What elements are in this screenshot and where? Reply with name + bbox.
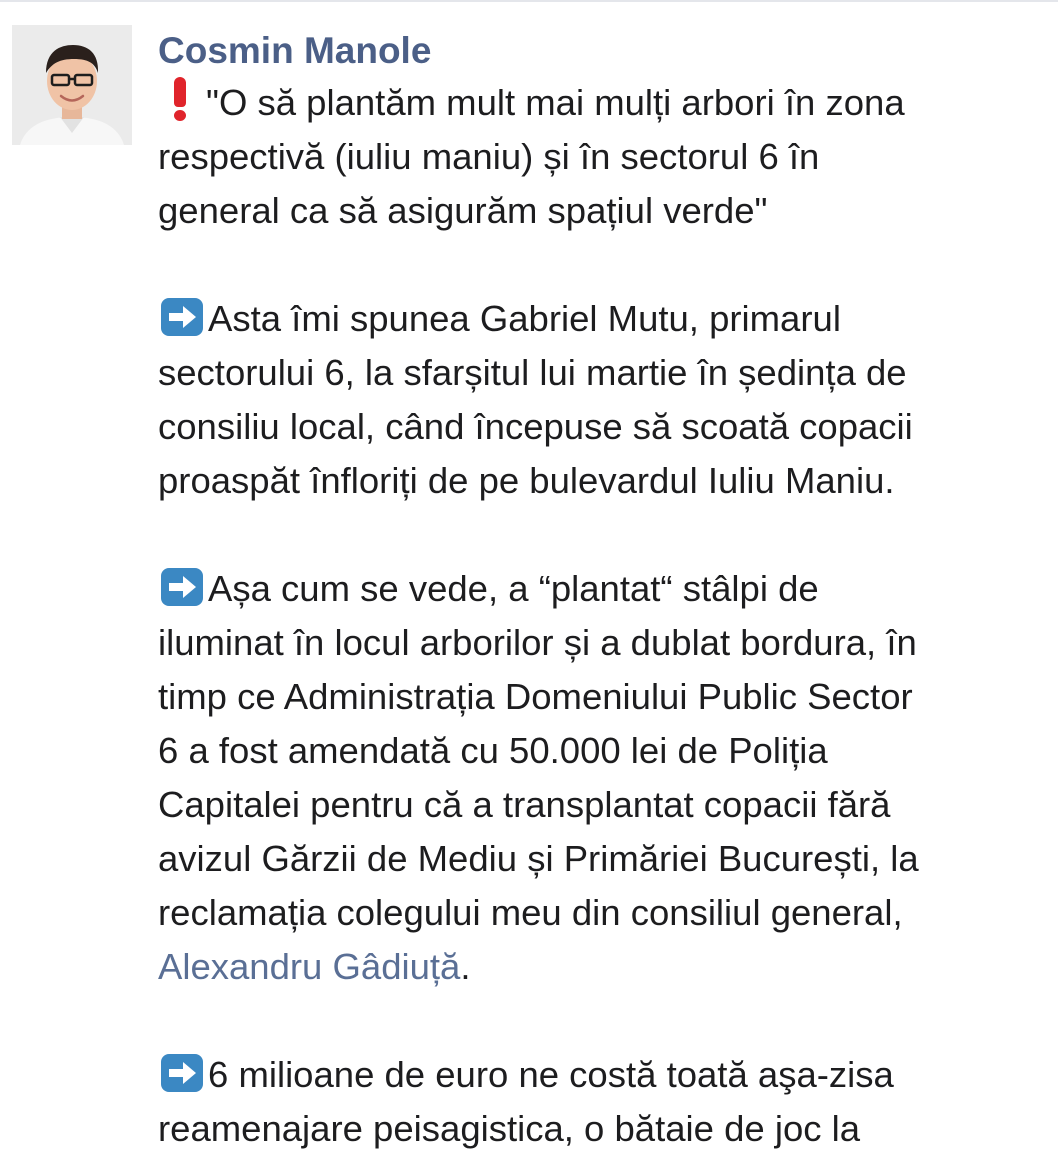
mention-link[interactable]: Alexandru Gâdiuță [158, 946, 461, 987]
paragraph-line: avizul Gărzii de Mediu și Primăriei București, la [158, 838, 919, 879]
right-arrow-icon [160, 567, 204, 607]
paragraph-line: 6 milioane de euro ne costă toată aşa-zisa [208, 1054, 894, 1095]
post-paragraph-3 [158, 562, 1058, 994]
paragraph-line: reamenajare peisagistica, o bătaie de joc la [158, 1108, 861, 1149]
paragraph-line: timp ce Administrația Domeniului Public Sector [158, 676, 913, 717]
post-paragraph-2 [158, 292, 1058, 508]
paragraph-line: "O să plantăm mult mai mulți arbori în zona [206, 82, 905, 123]
post-paragraph-4 [158, 1048, 1058, 1156]
exclamation-mark-icon [168, 77, 192, 121]
paragraph-line: Capitalei pentru că a transplantat copacii fără [158, 784, 891, 825]
mention-suffix: . [460, 946, 471, 987]
right-arrow-icon [160, 297, 204, 337]
paragraph-line: general ca să asigurăm spațiul verde" [158, 190, 768, 231]
top-divider [0, 0, 1058, 2]
paragraph-line: consiliu local, când începuse să scoată copacii [158, 406, 913, 447]
author-name[interactable]: Cosmin Manole [158, 30, 432, 71]
paragraph-line: reclamația colegului meu din consiliul general, [158, 892, 903, 933]
paragraph-line: proaspăt înfloriți de pe bulevardul Iuliu Maniu. [158, 460, 895, 501]
paragraph-line: iluminat în locul arborilor și a dublat bordura, în [158, 622, 917, 663]
profile-photo-icon [12, 25, 132, 145]
paragraph-line: Asta îmi spunea Gabriel Mutu, primarul [208, 298, 841, 339]
paragraph-line: sectorului 6, la sfarșitul lui martie în ședința de [158, 352, 907, 393]
paragraph-line: 6 a fost amendată cu 50.000 lei de Poliția [158, 730, 828, 771]
right-arrow-icon [160, 1053, 204, 1093]
paragraph-line: respectivă (iuliu maniu) și în sectorul 6 în [158, 136, 820, 177]
avatar[interactable] [12, 25, 132, 145]
paragraph-line: Așa cum se vede, a “plantat“ stâlpi de [208, 568, 819, 609]
post-paragraph-1 [158, 76, 1058, 238]
post [158, 26, 1058, 1156]
